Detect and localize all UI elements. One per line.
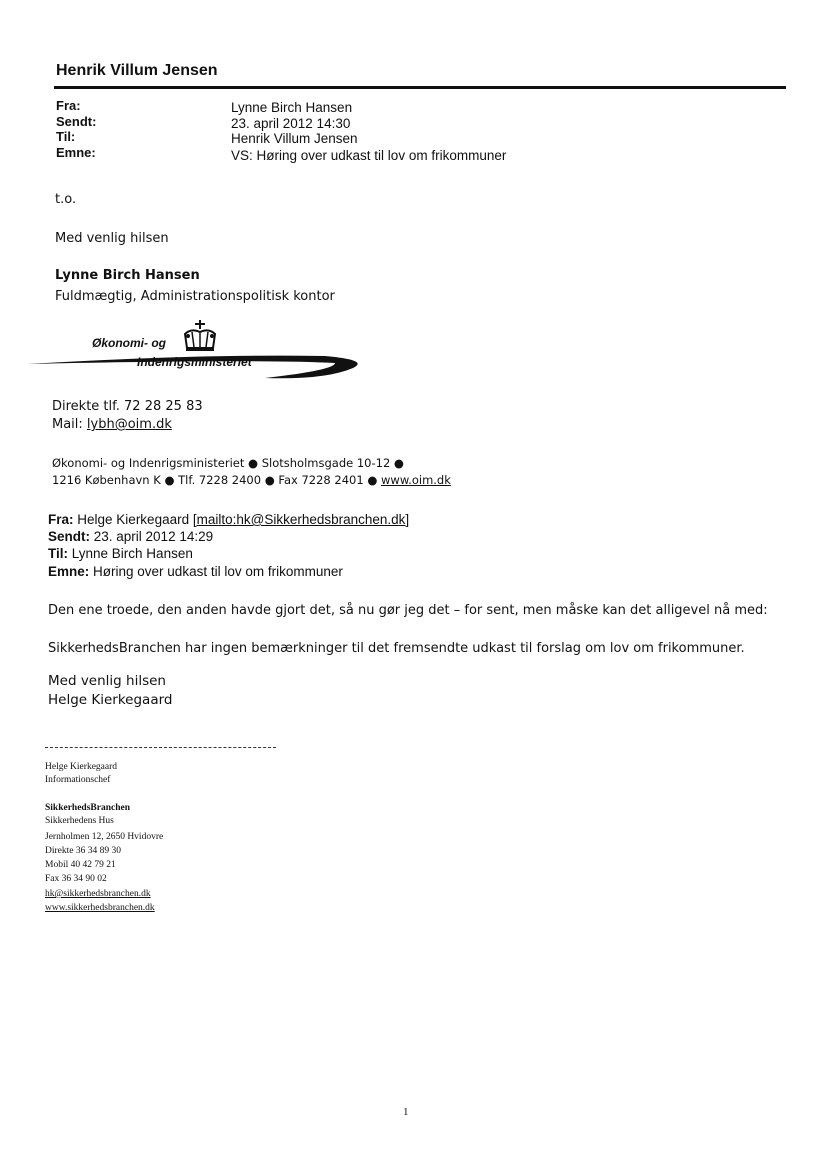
page-number: 1	[403, 1106, 409, 1118]
logo-text-line2: Indenrigsministeriet	[137, 355, 252, 369]
fw-paragraph-1: Den ene troede, den anden havde gjort det, så nu gør jeg det – for sent, men måske kan det alligevel nå med:	[48, 603, 768, 618]
sig-address: Jernholmen 12, 2650 Hvidovre	[45, 832, 164, 842]
fw-from-label: Fra:	[48, 512, 74, 527]
website-link[interactable]: www.oim.dk	[381, 473, 451, 487]
fw-subject-label: Emne:	[48, 564, 90, 579]
sig-website-link[interactable]: www.sikkerhedsbranchen.dk	[45, 903, 155, 913]
fw-sent-label: Sendt:	[48, 529, 90, 544]
fw-to-label: Til:	[48, 546, 68, 561]
sig-direct: Direkte 36 34 89 30	[45, 846, 121, 856]
from-value: Lynne Birch Hansen	[231, 100, 353, 115]
address-line-1: Økonomi- og Indenrigsministeriet ● Slotsholmsgade 10-12 ●	[52, 456, 404, 470]
to-label: Til:	[56, 129, 76, 144]
fw-greeting: Med venlig hilsen	[48, 673, 166, 689]
fw-from-line	[48, 512, 409, 527]
crown-icon	[185, 320, 215, 351]
mail-label: Mail:	[52, 417, 87, 432]
address-contact: 1216 København K ● Tlf. 7228 2400 ● Fax 7228 2401 ●	[52, 473, 382, 487]
fw-mailto-link[interactable]: [mailto:hk@Sikkerhedsbranchen.dk]	[192, 512, 410, 527]
fw-subject-line	[48, 564, 343, 579]
logo-text-line1: Økonomi- og	[92, 336, 166, 350]
document-owner-name: Henrik Villum Jensen	[56, 62, 218, 79]
sig-org: SikkerhedsBranchen	[45, 803, 130, 813]
sig-name: Helge Kierkegaard	[45, 762, 118, 772]
header-divider	[54, 86, 786, 89]
from-label: Fra:	[56, 98, 81, 113]
fw-sent-value: 23. april 2012 14:29	[93, 529, 214, 544]
fw-to-value: Lynne Birch Hansen	[71, 546, 193, 561]
sig-mobile: Mobil 40 42 79 21	[45, 860, 116, 870]
sender-name: Lynne Birch Hansen	[55, 268, 200, 283]
greeting: Med venlig hilsen	[55, 231, 169, 246]
body-note: t.o.	[55, 192, 77, 207]
sent-label: Sendt:	[56, 114, 97, 129]
subject-value: VS: Høring over udkast til lov om frikommuner	[231, 148, 507, 163]
to-value: Henrik Villum Jensen	[231, 131, 358, 146]
sig-email-link[interactable]: hk@sikkerhedsbranchen.dk	[45, 889, 151, 899]
address-line-2	[52, 473, 451, 487]
fw-sent-line	[48, 529, 213, 544]
sig-building: Sikkerhedens Hus	[45, 816, 114, 826]
sent-value: 23. april 2012 14:30	[231, 116, 351, 131]
sig-fax: Fax 36 34 90 02	[45, 874, 107, 884]
sig-title: Informationschef	[45, 775, 111, 785]
direct-phone: Direkte tlf. 72 28 25 83	[52, 399, 203, 414]
signature-divider	[45, 747, 276, 748]
mail-line	[52, 417, 172, 432]
fw-paragraph-2: SikkerhedsBranchen har ingen bemærkninger til det fremsendte udkast til forslag om lov om frikommuner.	[48, 641, 745, 656]
sender-title: Fuldmægtig, Administrationspolitisk kontor	[55, 289, 335, 304]
fw-sender-name: Helge Kierkegaard	[48, 692, 173, 708]
fw-subject-value: Høring over udkast til lov om frikommuner	[93, 564, 343, 579]
fw-from-value: Helge Kierkegaard	[77, 512, 190, 527]
mail-link[interactable]: lybh@oim.dk	[86, 417, 172, 432]
fw-to-line	[48, 546, 193, 561]
ministry-logo	[25, 318, 365, 384]
subject-label: Emne:	[56, 145, 96, 160]
